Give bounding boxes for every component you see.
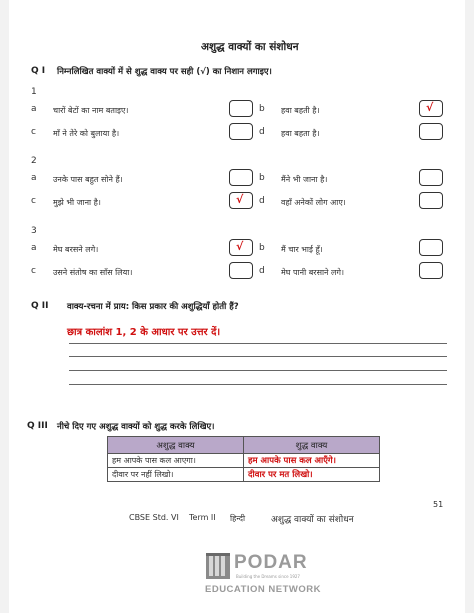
option-letter: b xyxy=(259,243,265,253)
answer-line xyxy=(69,384,447,385)
header-wrong: अशुद्ध वाक्य xyxy=(108,437,244,454)
answer-checkbox[interactable] xyxy=(419,100,443,117)
answer-checkbox[interactable] xyxy=(419,169,443,186)
footer-subject: हिन्दी xyxy=(230,514,246,523)
option-sentence: हवा बहता है। xyxy=(281,129,320,138)
worksheet-page xyxy=(9,0,465,613)
option-sentence: हवा बहती है। xyxy=(281,106,320,115)
q1-question: निम्नलिखित वाक्यों में से शुद्ध वाक्य पर सही (√) का निशान लगाइए। xyxy=(57,67,272,77)
q2-answer: छात्र कालांश 1, 2 के आधार पर उत्तर दें। xyxy=(67,327,221,338)
logo-tagline: Building the Dreams since 1927 xyxy=(236,574,300,579)
option-sentence: मैंने भी जाना है। xyxy=(281,175,328,184)
option-sentence: मेघ बरसने लगे। xyxy=(53,245,99,254)
footer-class: CBSE Std. VI xyxy=(129,513,179,522)
wrong-sentence: हम आपके पास कल आएगा। xyxy=(108,454,244,468)
answer-checkbox[interactable] xyxy=(229,239,253,256)
checkmark-icon: √ xyxy=(426,101,434,114)
answer-checkbox[interactable] xyxy=(419,192,443,209)
answer-checkbox[interactable] xyxy=(229,123,253,140)
question-number: 1 xyxy=(31,87,37,97)
table-header-row xyxy=(108,437,380,454)
option-sentence: मेघ पानी बरसाने लगे। xyxy=(281,268,344,277)
option-letter: b xyxy=(259,173,265,183)
answer-line xyxy=(69,343,447,344)
checkmark-icon: √ xyxy=(236,240,244,253)
question-number: 3 xyxy=(31,226,37,236)
answer-checkbox[interactable] xyxy=(229,262,253,279)
checkmark-icon: √ xyxy=(236,193,244,206)
answer-checkbox[interactable] xyxy=(419,239,443,256)
logo-name: PODAR xyxy=(234,552,308,573)
table-row xyxy=(108,468,380,482)
q3-question: नीचे दिए गए अशुद्ध वाक्यों को शुद्ध करके लिखिए। xyxy=(57,422,215,432)
answer-checkbox[interactable] xyxy=(419,262,443,279)
page-number: 51 xyxy=(433,500,444,509)
option-letter: c xyxy=(31,266,36,276)
question-number: 2 xyxy=(31,156,37,166)
option-letter: d xyxy=(259,196,265,206)
option-sentence: वहाँ अनेकों लोग आए। xyxy=(281,198,346,207)
corrected-sentence: हम आपके पास कल आएँगे। xyxy=(244,454,380,468)
option-letter: b xyxy=(259,104,265,114)
answer-checkbox[interactable] xyxy=(229,169,253,186)
answer-line xyxy=(69,356,447,357)
option-sentence: चारों बेटों का नाम बताइए। xyxy=(53,106,129,115)
q2-question: वाक्य-रचना में प्राय: किस प्रकार की अशुद्धियाँ होती हैं? xyxy=(67,302,239,312)
option-letter: c xyxy=(31,196,36,206)
answer-line xyxy=(69,370,447,371)
table-row xyxy=(108,454,380,468)
option-letter: c xyxy=(31,127,36,137)
footer-term: Term II xyxy=(189,513,216,522)
option-letter: d xyxy=(259,127,265,137)
option-letter: d xyxy=(259,266,265,276)
answer-checkbox[interactable] xyxy=(229,100,253,117)
footer-topic: अशुद्ध वाक्यों का संशोधन xyxy=(271,515,354,525)
option-sentence: मैं चार भाई हूँ। xyxy=(281,245,323,254)
option-sentence: मुझे भी जाना है। xyxy=(53,198,101,207)
header-right: शुद्ध वाक्य xyxy=(244,437,380,454)
option-sentence: माँ ने तेरे को बुलाया है। xyxy=(53,129,120,138)
option-letter: a xyxy=(31,243,37,253)
wrong-sentence: दीवार पर नहीं लिखो। xyxy=(108,468,244,482)
option-letter: a xyxy=(31,173,37,183)
q1-label: Q I xyxy=(31,66,46,76)
podar-logo xyxy=(204,551,321,607)
logo-network: EDUCATION NETWORK xyxy=(205,584,321,595)
answer-checkbox[interactable] xyxy=(419,123,443,140)
option-letter: a xyxy=(31,104,37,114)
q2-label: Q II xyxy=(31,301,49,311)
q3-label: Q III xyxy=(27,421,48,431)
answer-checkbox[interactable] xyxy=(229,192,253,209)
correction-table xyxy=(107,436,380,482)
option-sentence: उनके पास बहुत सोने हैं। xyxy=(53,175,123,184)
option-sentence: उसने संतोष का साँस लिया। xyxy=(53,268,133,277)
page-title: अशुद्ध वाक्यों का संशोधन xyxy=(201,41,299,53)
corrected-sentence: दीवार पर मत लिखो। xyxy=(244,468,380,482)
